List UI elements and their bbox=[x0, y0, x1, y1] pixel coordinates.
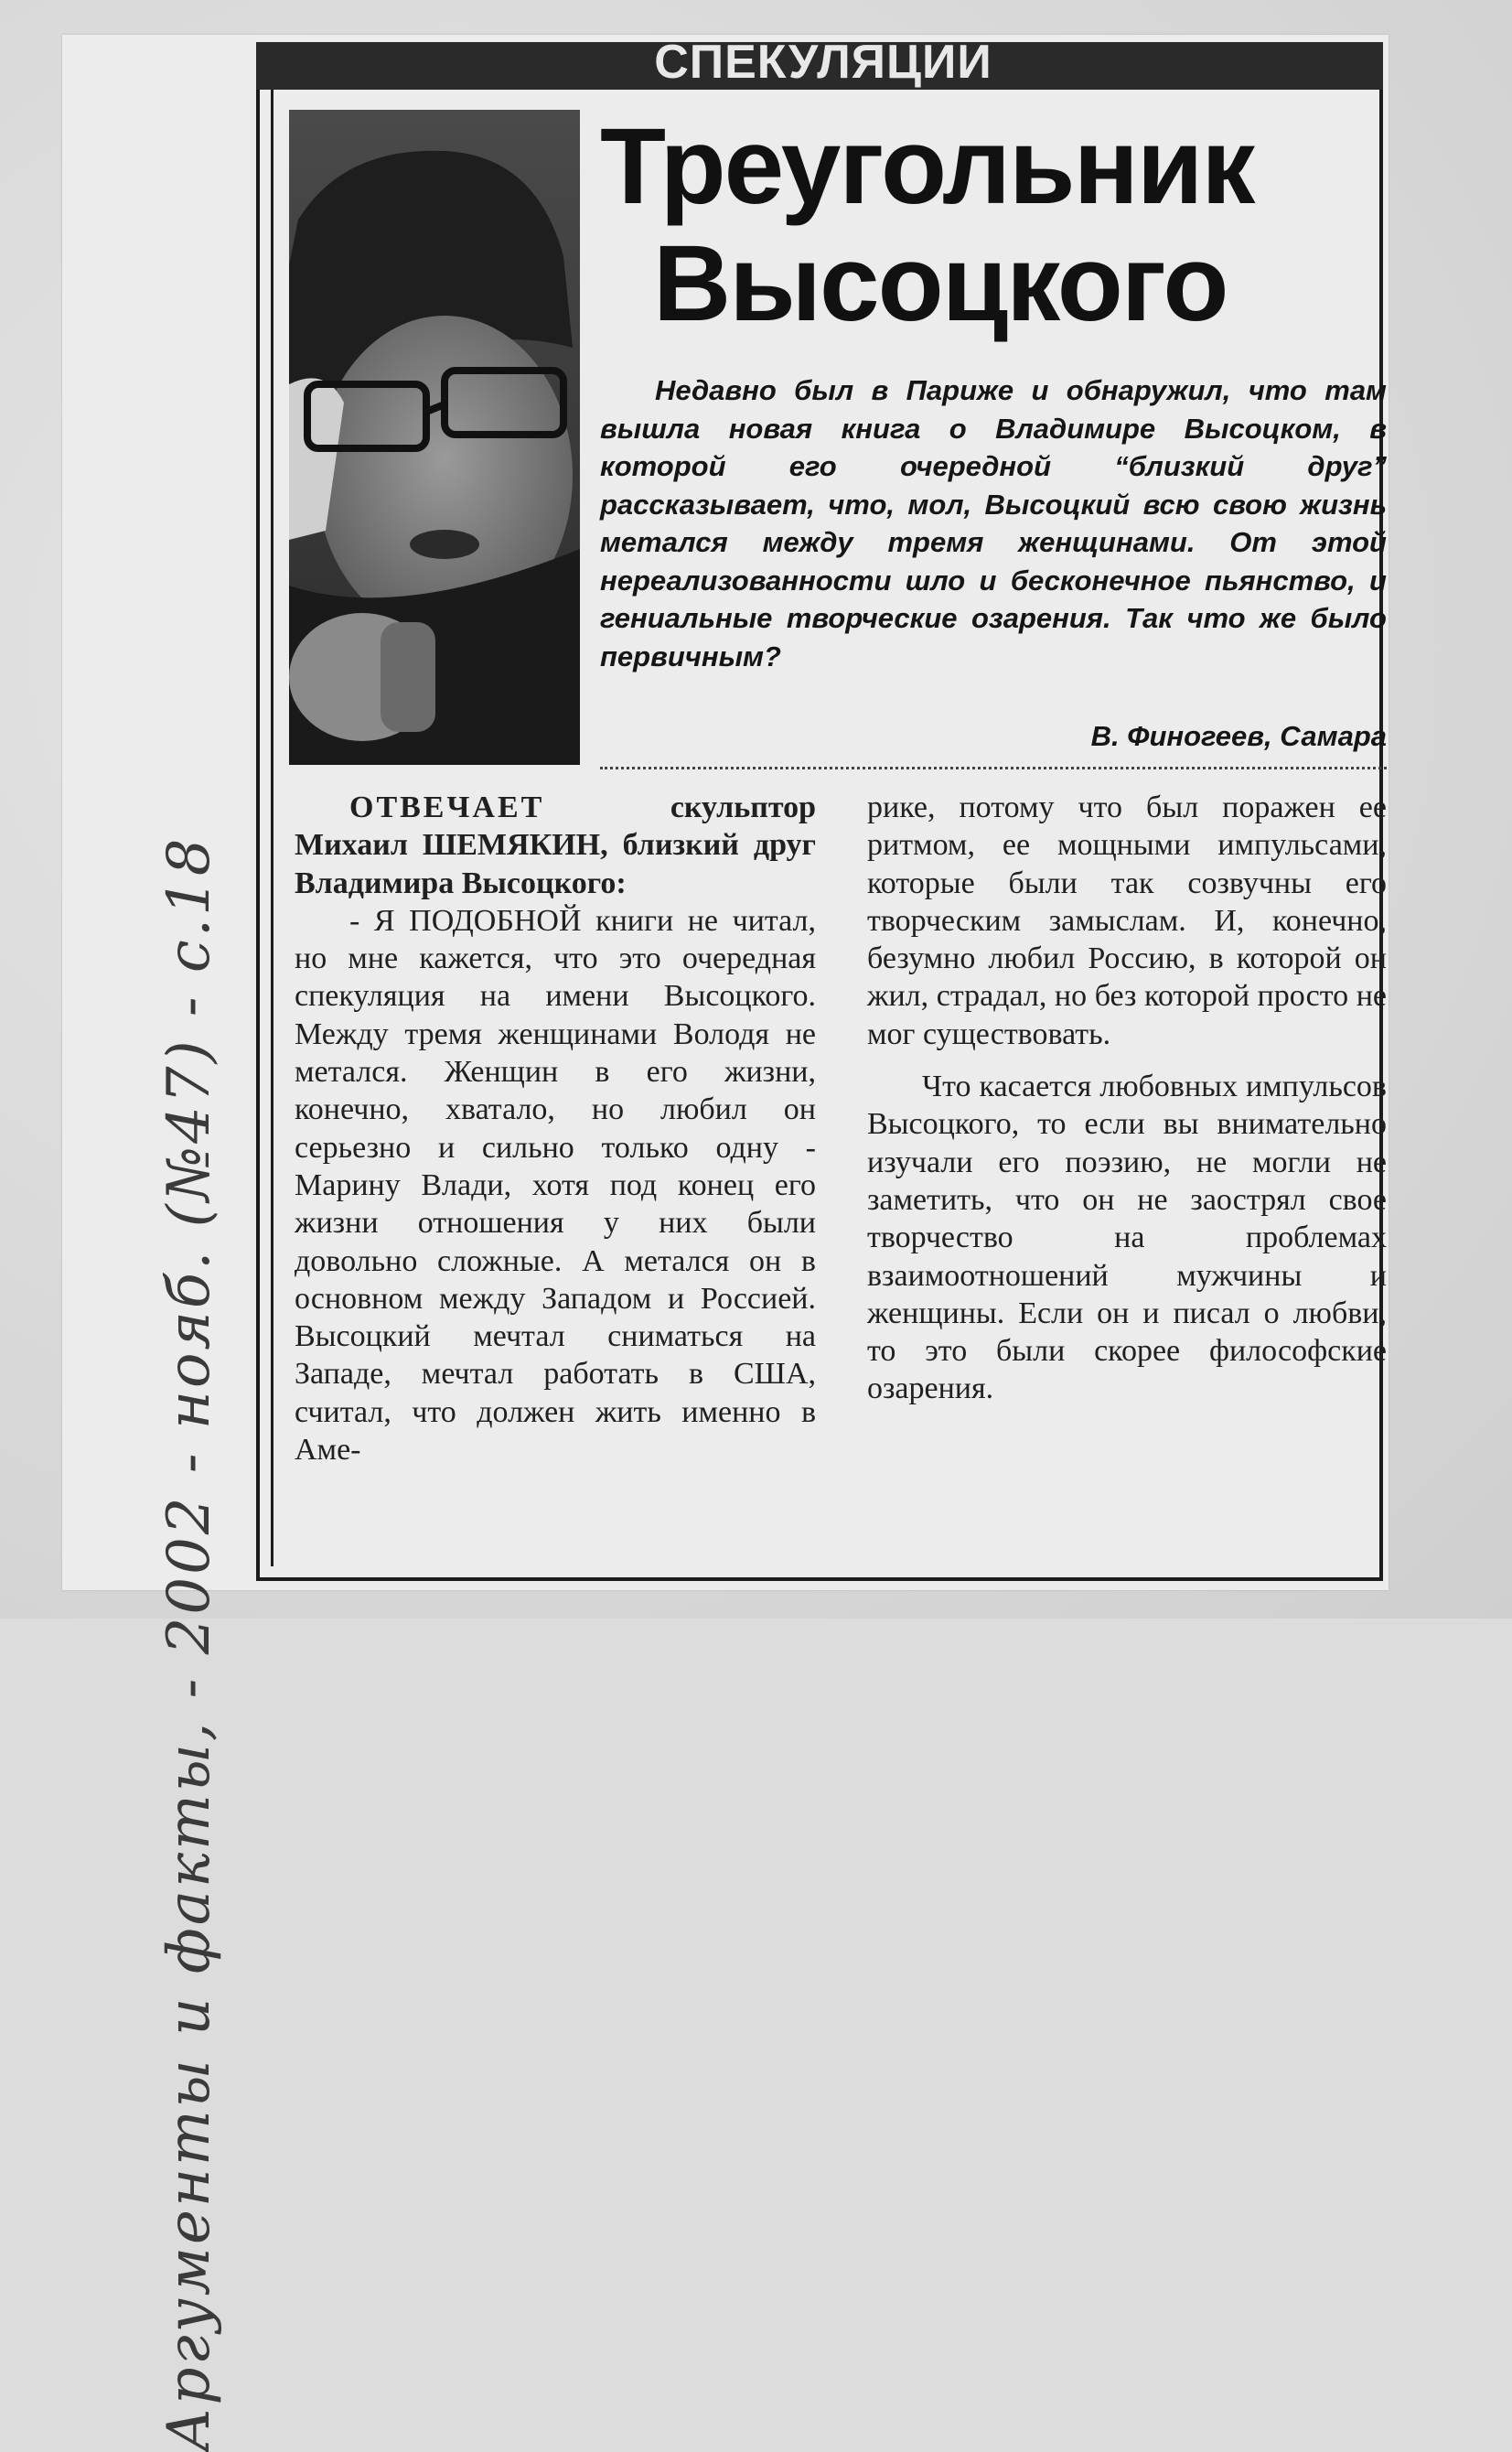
reader-signature: В. Финогеев, Самара bbox=[1090, 720, 1387, 752]
body-column-left bbox=[295, 789, 816, 1557]
paragraph-gap bbox=[867, 1053, 1387, 1068]
dotted-divider bbox=[600, 767, 1387, 769]
dash: - bbox=[349, 903, 374, 938]
answer-intro bbox=[295, 789, 816, 902]
rubric-label: СПЕКУЛЯЦИИ bbox=[654, 36, 992, 89]
para1-caps: Я ПОДОБНОЙ bbox=[373, 903, 582, 938]
reader-question: Недавно был в Париже и обнаружил, что там вышла новая книга о Владимире Высоцком, в которой его очередной “близкий друг” рассказывает, что, мол, Высоцкий всю свою жизнь метался между тремя женщинами. От этой нереализованности шло и бесконечное пьянство, и гениальные творческие озарения. Так что же было первичным? bbox=[600, 374, 1387, 672]
body-column-right bbox=[867, 789, 1387, 1557]
intro-rest: скульптор Михаил ШЕМЯКИН, близкий друг Владимира Высоцкого: bbox=[295, 790, 816, 900]
answer-paragraph-1 bbox=[295, 902, 816, 1468]
answer-paragraph-1-continued: рике, потому что был поражен ее ритмом, ее мощными импульсами, которые были так созвучны его творческим замыслам. И, конечно, безумно любил Россию, в которой он жил, страдал, но без которой просто не мог существовать. bbox=[867, 790, 1387, 1051]
headline bbox=[600, 108, 1387, 355]
answer-paragraph-2: Что касается любовных импульсов Высоцкого, то если вы внимательно изучали его поэзию, не могли не заметить, что он не заострял свое творчество на проблемах взаимоотношений мужчины и женщины. Если он и писал о любви, то это были скорее философские озарения. bbox=[867, 1070, 1387, 1406]
para1-text: книги не читал, но мне кажется, что это очередная спекуляция на имени Высоцкого. Между тремя женщинами Володя не метался. Женщин в его жизни, конечно, хватало, но любил он серьезно и сильно только одну - Марину Влади, хотя под конец его жизни отношения у них были довольно сложные. А метался он в основном между Западом и Россией. Высоцкий мечтал сниматься на Западе, мечтал работать в США, считал, что должен жить именно в Аме- bbox=[295, 903, 817, 1468]
portrait-photo bbox=[289, 110, 580, 765]
headline-line-2: Высоцкого bbox=[653, 223, 1228, 344]
portrait-illustration bbox=[289, 110, 580, 765]
bleed-through-text bbox=[1381, 101, 1509, 741]
handwritten-source-note: Аргументы и факты, - 2002 - нояб. (№47) - с.18 bbox=[155, 835, 223, 2452]
lead-paragraph bbox=[600, 371, 1387, 737]
intro-caps: ОТВЕЧАЕТ bbox=[349, 790, 545, 824]
headline-line-1: Треугольник bbox=[600, 106, 1254, 227]
